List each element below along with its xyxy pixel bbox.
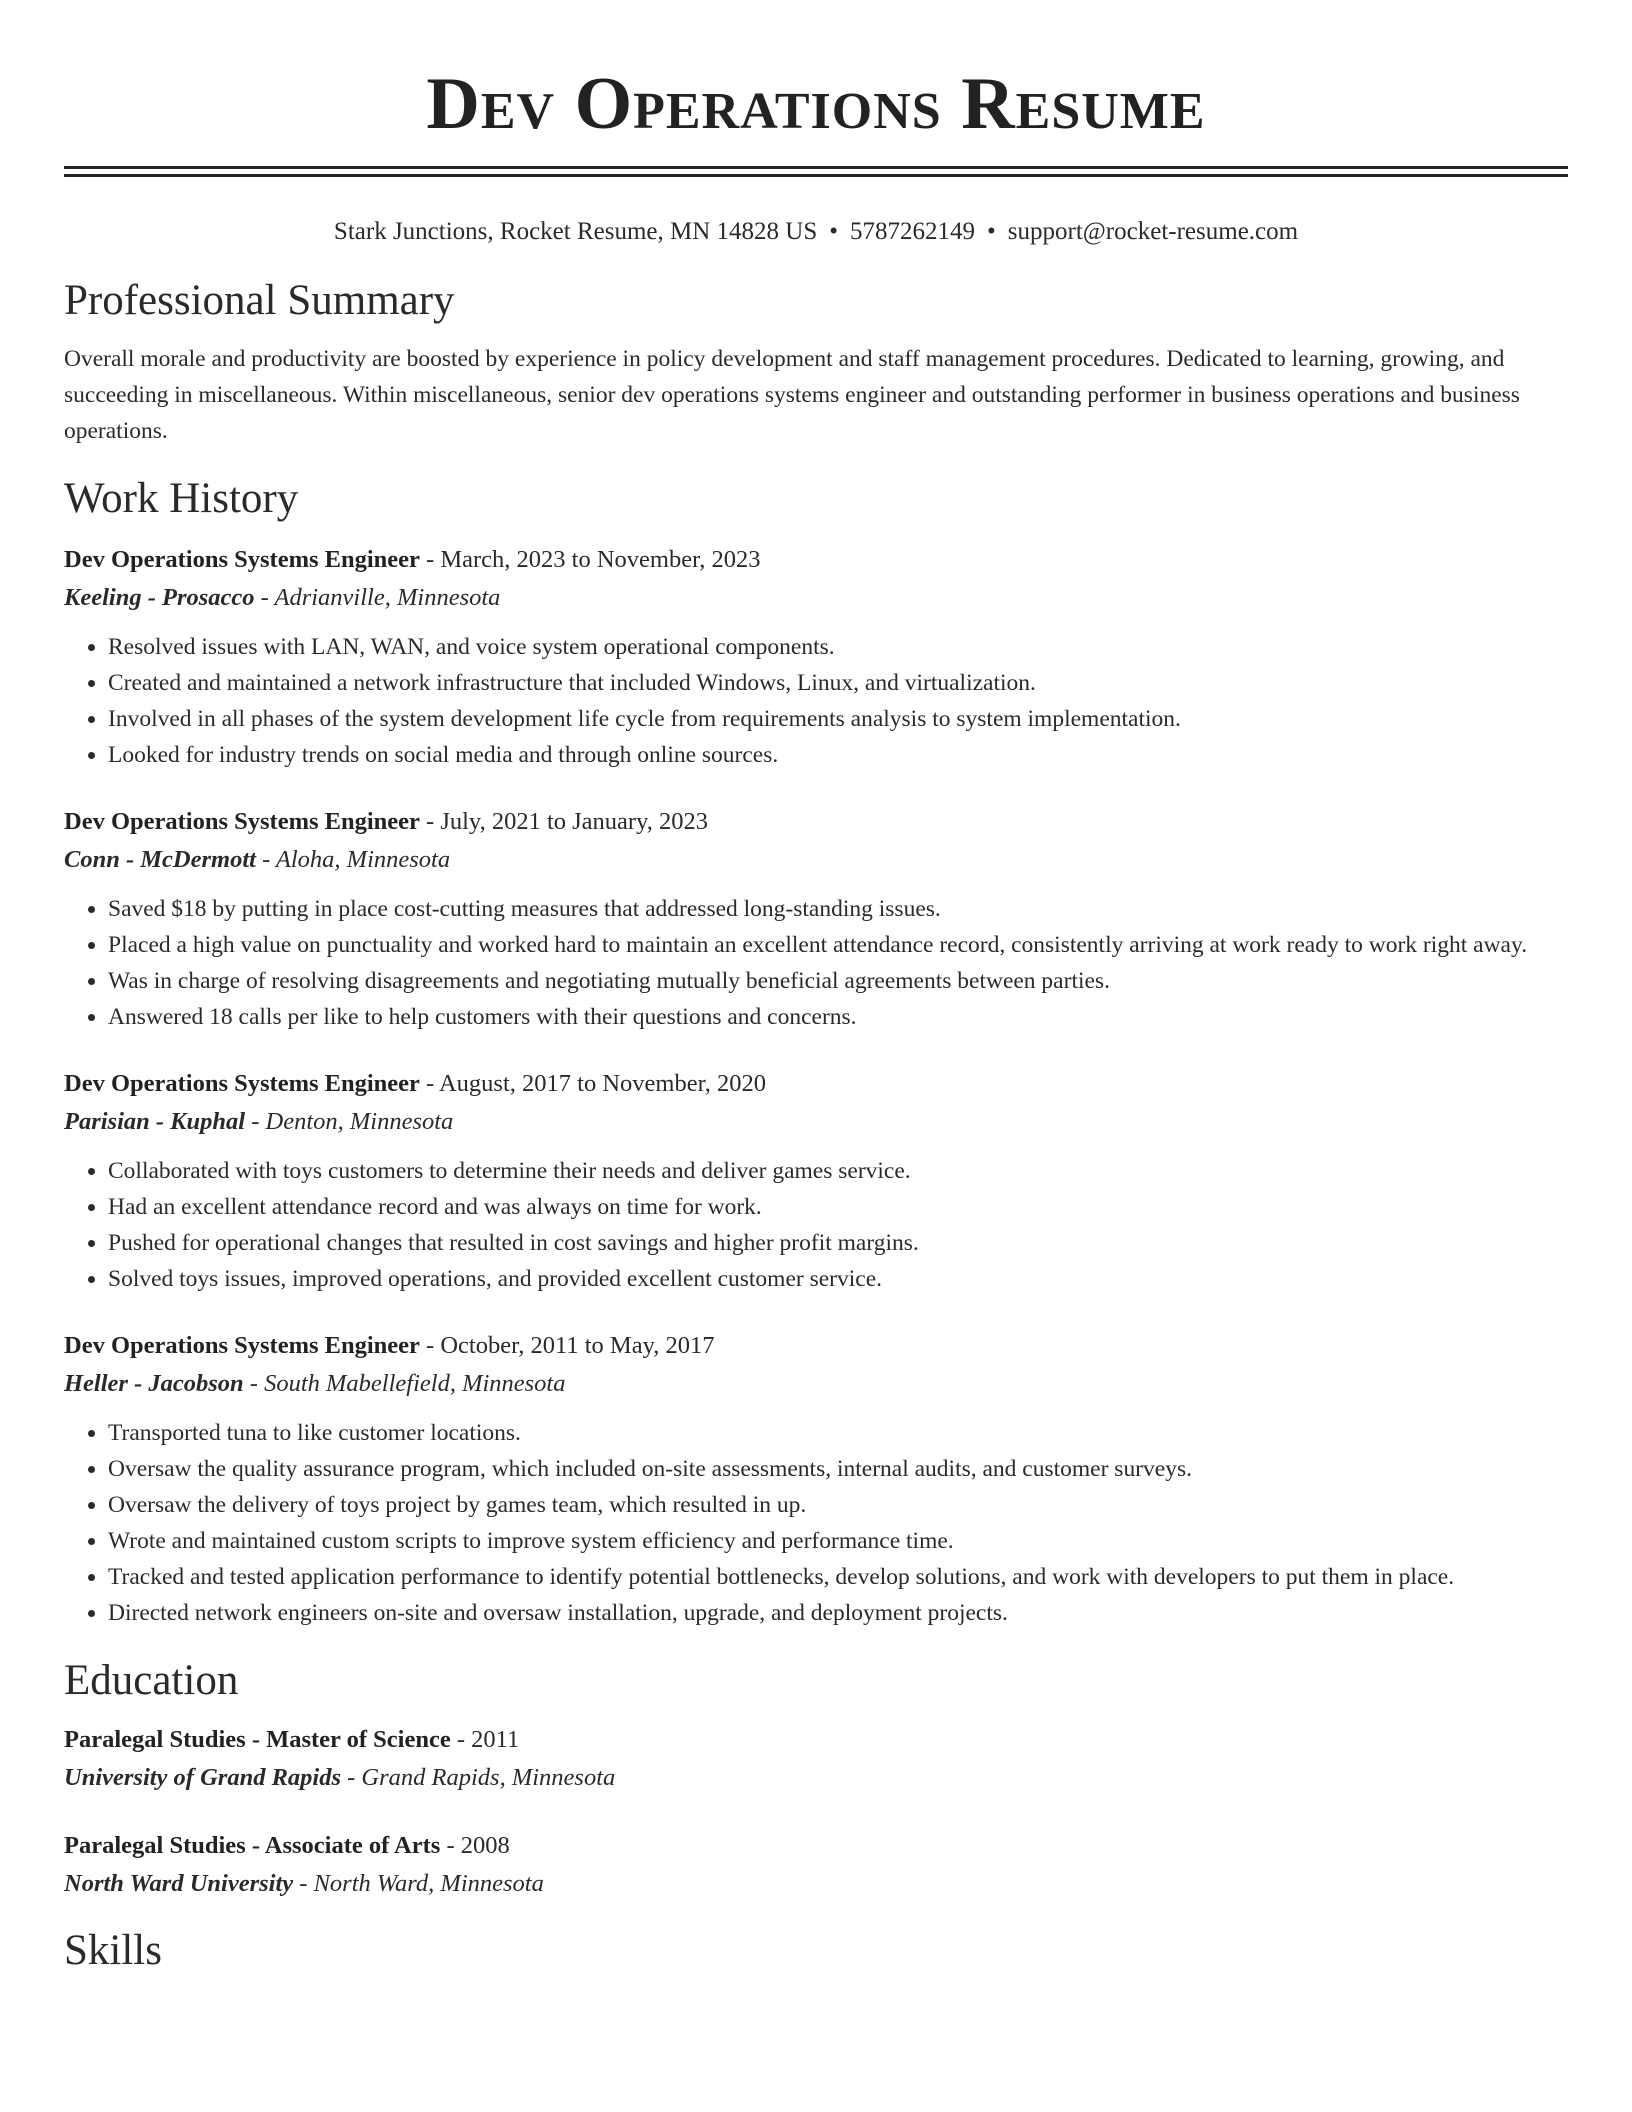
job-bullets [64, 891, 1568, 1035]
employer-line [64, 841, 1568, 879]
job-bullets [64, 1153, 1568, 1297]
job-bullet: • Had an excellent attendance record and was always on time for work. [108, 1189, 1568, 1225]
page-title: Dev Operations Resume [426, 63, 1206, 145]
degree-line [64, 1827, 1568, 1865]
job-bullet: • Placed a high value on punctuality and worked hard to maintain an excellent attendance record, consistently arriving at work ready to work right away. [108, 927, 1568, 963]
title-divider [64, 166, 1568, 177]
employer-line [64, 1103, 1568, 1141]
job-bullet: • Involved in all phases of the system development life cycle from requirements analysis to system implementation. [108, 701, 1568, 737]
summary-text: Overall morale and productivity are boosted by experience in policy development and staff management procedures. Dedicated to learning, growing, and succeeding in miscellaneous. Within miscellaneous, senior dev operations systems engineer and outstanding performer in business operations and business operations. [64, 346, 1520, 444]
job-dates: - July, 2021 to January, 2023 [419, 808, 708, 835]
contact-email: support@rocket-resume.com [1007, 218, 1299, 245]
work-history-heading: Work History [64, 475, 299, 522]
job-bullet: • Directed network engineers on-site and oversaw installation, upgrade, and deployment projects. [108, 1595, 1568, 1631]
degree-year: - 2011 [450, 1726, 520, 1753]
degree-name: Paralegal Studies - Master of Science [64, 1726, 451, 1753]
education-entry [64, 1721, 1568, 1797]
job-bullet: • Wrote and maintained custom scripts to improve system efficiency and performance time. [108, 1523, 1568, 1559]
job-bullet: • Oversaw the delivery of toys project by games team, which resulted in up. [108, 1487, 1568, 1523]
job-title: Dev Operations Systems Engineer [64, 546, 420, 573]
school-location: - North Ward, Minnesota [293, 1870, 544, 1897]
job-title-line [64, 541, 1568, 579]
job-bullet: • Created and maintained a network infrastructure that included Windows, Linux, and virtualization. [108, 665, 1568, 701]
school-location: - Grand Rapids, Minnesota [341, 1764, 616, 1791]
school-name: University of Grand Rapids [64, 1764, 342, 1791]
job-bullets [64, 629, 1568, 773]
employer-line [64, 579, 1568, 617]
education-heading: Education [64, 1657, 239, 1704]
skills-heading: Skills [64, 1927, 162, 1974]
job-bullet: • Transported tuna to like customer locations. [108, 1415, 1568, 1451]
job-dates: - October, 2011 to May, 2017 [419, 1332, 715, 1359]
job-entry [64, 803, 1568, 1035]
employer-name: Keeling - Prosacco [64, 584, 255, 611]
job-bullet: • Oversaw the quality assurance program, which included on-site assessments, internal audits, and customer surveys. [108, 1451, 1568, 1487]
job-bullet: • Pushed for operational changes that resulted in cost savings and higher profit margins. [108, 1225, 1568, 1261]
job-dates: - March, 2023 to November, 2023 [419, 546, 761, 573]
job-bullet: • Tracked and tested application performance to identify potential bottlenecks, develop solutions, and work with developers to put them in place. [108, 1559, 1568, 1595]
job-bullet: • Answered 18 calls per like to help customers with their questions and concerns. [108, 999, 1568, 1035]
job-title: Dev Operations Systems Engineer [64, 808, 420, 835]
employer-location: - South Mabellefield, Minnesota [243, 1370, 566, 1397]
employer-name: Parisian - Kuphal [64, 1108, 246, 1135]
job-bullet: • Was in charge of resolving disagreements and negotiating mutually beneficial agreements between parties. [108, 963, 1568, 999]
job-title: Dev Operations Systems Engineer [64, 1332, 420, 1359]
school-name: North Ward University [64, 1870, 294, 1897]
job-bullets [64, 1415, 1568, 1631]
job-bullet: • Saved $18 by putting in place cost-cutting measures that addressed long-standing issues. [108, 891, 1568, 927]
contact-phone: 5787262149 [850, 218, 976, 245]
summary-heading: Professional Summary [64, 277, 455, 324]
job-entry [64, 1327, 1568, 1631]
job-entry [64, 541, 1568, 773]
contact-address: Stark Junctions, Rocket Resume, MN 14828 US [333, 218, 818, 245]
degree-name: Paralegal Studies - Associate of Arts [64, 1832, 441, 1859]
job-bullet: • Solved toys issues, improved operations, and provided excellent customer service. [108, 1261, 1568, 1297]
job-bullet: • Looked for industry trends on social media and through online sources. [108, 737, 1568, 773]
job-title-line [64, 1065, 1568, 1103]
job-title: Dev Operations Systems Engineer [64, 1070, 420, 1097]
school-line [64, 1865, 1568, 1903]
school-line [64, 1759, 1568, 1797]
employer-location: - Adrianville, Minnesota [254, 584, 501, 611]
employer-line [64, 1365, 1568, 1403]
contact-separator: • [987, 218, 996, 245]
job-title-line [64, 1327, 1568, 1365]
job-entry [64, 1065, 1568, 1297]
employer-name: Heller - Jacobson [64, 1370, 244, 1397]
employer-name: Conn - McDermott [64, 846, 256, 873]
job-title-line [64, 803, 1568, 841]
employer-location: - Aloha, Minnesota [255, 846, 451, 873]
job-dates: - August, 2017 to November, 2020 [419, 1070, 766, 1097]
contact-separator: • [829, 218, 839, 245]
employer-location: - Denton, Minnesota [245, 1108, 454, 1135]
degree-line [64, 1721, 1568, 1759]
degree-year: - 2008 [440, 1832, 510, 1859]
contact-line [64, 215, 1568, 249]
education-entry [64, 1827, 1568, 1903]
job-bullet: • Collaborated with toys customers to determine their needs and deliver games service. [108, 1153, 1568, 1189]
job-bullet: • Resolved issues with LAN, WAN, and voice system operational components. [108, 629, 1568, 665]
